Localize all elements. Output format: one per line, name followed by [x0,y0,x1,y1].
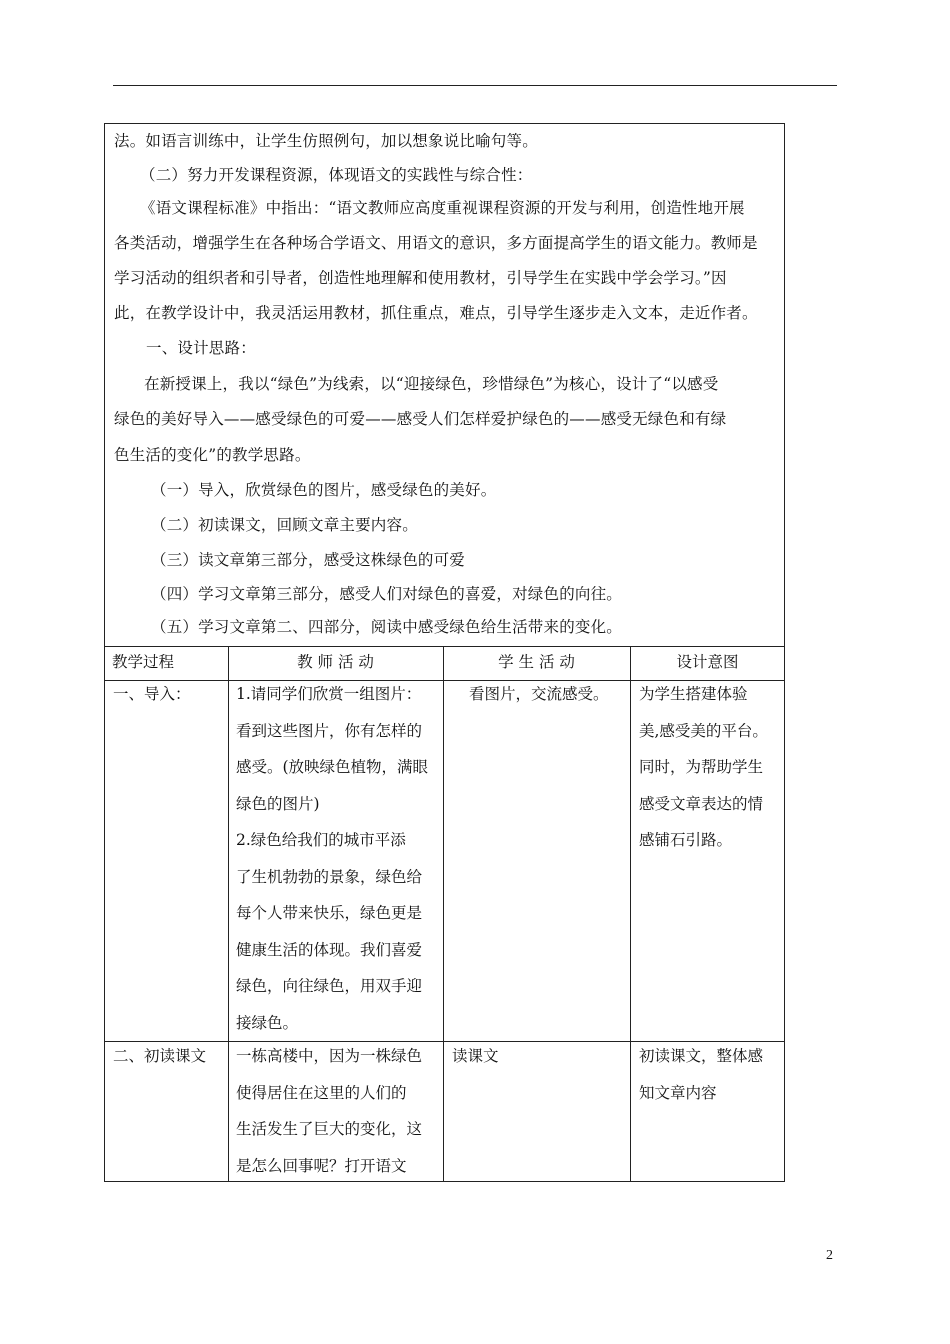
header-process: 教学过程 [112,653,175,671]
column-divider [630,646,631,1182]
cell-line: 美,感受美的平台。 [639,721,768,740]
cell-line: 健康生活的体现。我们喜爱 [236,940,423,959]
teacher-activity-cell [236,1038,422,1184]
header-design-intent: 设计意图 [676,653,739,671]
cell-line: 一栋高楼中，因为一株绿色 [236,1047,423,1065]
cell-line: 绿色的图片) [236,794,320,813]
cell-line: 了生机勃勃的景象，绿色给 [236,867,423,886]
page-number: 2 [826,1248,833,1263]
cell-line: 读课文 [452,1047,499,1065]
design-intent-cell [639,1038,763,1111]
cell-line: 是怎么回事呢？打开语文 [236,1156,407,1175]
list-item: （三）读文章第三部分，感受这株绿色的可爱 [151,551,466,569]
process-cell [113,1038,206,1075]
intro-line: 绿色的美好导入——感受绿色的可爱——感受人们怎样爱护绿色的——感受无绿色和有绿 [114,410,727,428]
cell-line: 感受文章表达的情 [639,794,764,813]
intro-line: （二）努力开发课程资源，体现语文的实践性与综合性： [140,166,533,184]
list-item: （二）初读课文，回顾文章主要内容。 [151,516,418,534]
cell-line: 感受。(放映绿色植物，满眼 [236,758,429,776]
list-item: （五）学习文章第二、四部分，阅读中感受绿色给生活带来的变化。 [151,618,623,636]
intro-line: 色生活的变化”的教学思路。 [114,446,311,464]
header-rule [113,85,837,86]
cell-line: 1.请同学们欣赏一组图片： [236,685,422,703]
section-heading: 一、设计思路： [146,339,256,357]
cell-line: 为学生搭建体验 [639,685,748,703]
cell-line: 接绿色。 [236,1013,299,1032]
process-label: 二、初读课文 [113,1047,207,1065]
list-item: （一）导入，欣赏绿色的图片，感受绿色的美好。 [151,481,497,499]
header-teacher-activity: 教 师 活 动 [297,653,374,671]
cell-line: 使得居住在这里的人们的 [236,1083,407,1102]
process-cell [113,676,191,713]
cell-line: 每个人带来快乐，绿色更是 [236,904,423,922]
cell-line: 同时，为帮助学生 [639,758,764,776]
intro-line: 此，在教学设计中，我灵活运用教材，抓住重点，难点，引导学生逐步走入文本，走近作者。 [114,304,758,322]
student-activity-cell [469,676,609,713]
teacher-activity-cell [236,676,428,1041]
cell-line: 知文章内容 [639,1083,717,1102]
column-divider [228,646,229,1182]
header-student-activity: 学 生 活 动 [498,653,575,671]
cell-line: 看图片，交流感受。 [469,685,609,703]
intro-line: 各类活动，增强学生在各种场合学语文、用语文的意识，多方面提高学生的语文能力。教师是 [114,234,758,252]
list-item: （四）学习文章第三部分，感受人们对绿色的喜爱，对绿色的向往。 [151,585,623,603]
cell-line: 看到这些图片，你有怎样的 [236,721,423,740]
intro-line: 《语文课程标准》中指出：“语文教师应高度重视课程资源的开发与利用，创造性地开展 [140,199,745,217]
design-intent-cell [639,676,768,859]
intro-line: 学习活动的组织者和引导者，创造性地理解和使用教材，引导学生在实践中学会学习。”因 [114,269,727,287]
process-label: 一、导入： [113,685,191,703]
intro-line: 法。如语言训练中，让学生仿照例句，加以想象说比喻句等。 [114,132,538,150]
cell-line: 2.绿色给我们的城市平添 [236,831,406,849]
cell-line: 绿色，向往绿色，用双手迎 [236,977,423,995]
student-activity-cell [452,1038,499,1075]
intro-line: 在新授课上，我以“绿色”为线索，以“迎接绿色，珍惜绿色”为核心，设计了“以感受 [144,375,719,393]
intro-text-block [104,123,785,646]
column-divider [443,646,444,1182]
cell-line: 生活发生了巨大的变化，这 [236,1120,423,1138]
cell-line: 初读课文，整体感 [639,1047,764,1065]
cell-line: 感铺石引路。 [639,831,733,849]
